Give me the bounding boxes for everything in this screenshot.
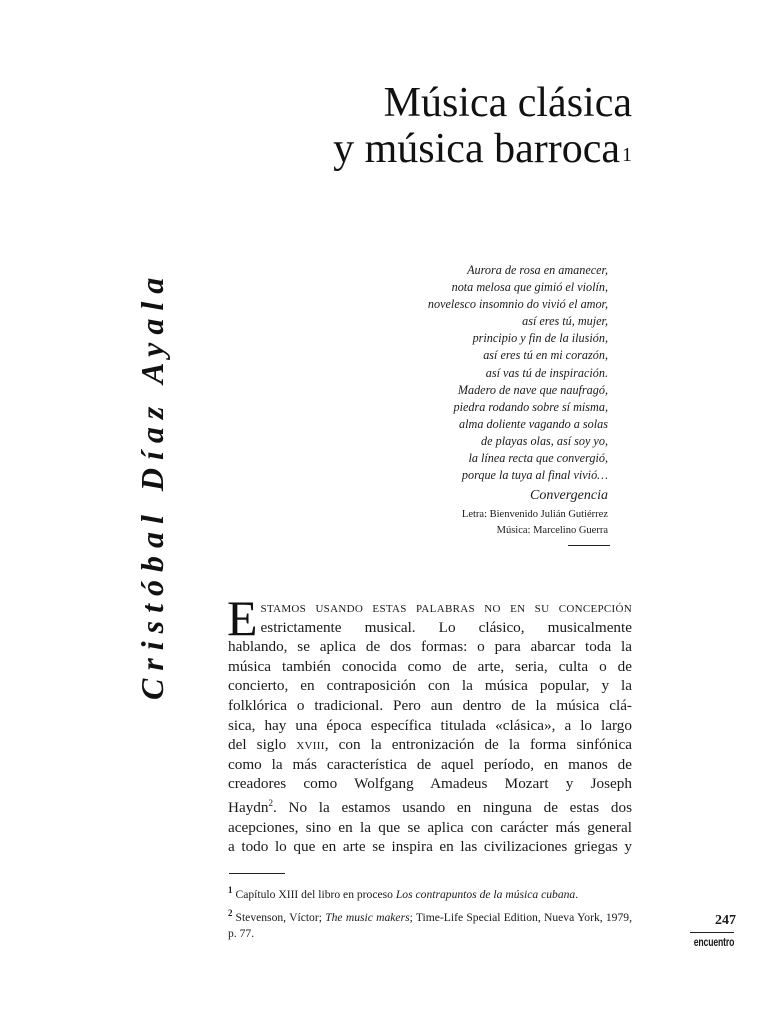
body-line xyxy=(228,735,632,755)
footnote-text: Stevenson, Víctor; xyxy=(235,911,326,925)
epigraph-line: porque la tuya al final vivió… xyxy=(461,468,608,483)
journal-logo: encuentro xyxy=(693,935,734,949)
title-line-1: Música clásica xyxy=(383,80,632,126)
epigraph-credit-music: Música: Marcelino Guerra xyxy=(496,525,608,536)
footnote-book-title: Los contrapuntos de la música cubana xyxy=(395,887,576,901)
century-smallcaps: xviii xyxy=(296,736,325,754)
body-text-segment: , con la entronización de la forma sinfónica xyxy=(324,736,632,754)
body-line: sica, hay una época específica titulada «clásica», a lo largo xyxy=(228,716,632,734)
body-line: estrictamente musical. Lo clásico, musicalmente xyxy=(260,618,632,636)
body-line: acepciones, sino en la que se aplica con carácter más general xyxy=(228,818,632,836)
footnote-ref-2[interactable]: 2 xyxy=(268,797,273,808)
epigraph-divider xyxy=(568,545,610,546)
epigraph-line: nota melosa que gimió el violín, xyxy=(451,280,608,295)
epigraph-line: alma doliente vagando a solas xyxy=(459,416,608,431)
epigraph-line: Aurora de rosa en amanecer, xyxy=(467,263,608,277)
body-line: folklórica o tradicional. Pero aun dentro de la música clá- xyxy=(228,696,632,714)
body-line: como la más característica de aquel período, en manos de xyxy=(228,755,632,773)
epigraph-line: Madero de nave que naufragó, xyxy=(457,382,608,397)
title-footnote-mark[interactable]: 1 xyxy=(622,144,632,166)
footnote-2 xyxy=(228,906,632,941)
footnote-number: 2 xyxy=(228,908,233,919)
epigraph-song-title: Convergencia xyxy=(529,488,608,503)
page-number-rule xyxy=(690,932,734,933)
epigraph-line: así vas tú de inspiración. xyxy=(485,365,608,380)
footnote-text: Capítulo XIII del libro en proceso xyxy=(235,887,396,901)
drop-cap: E xyxy=(227,590,258,646)
footnote-divider xyxy=(229,873,285,874)
footnotes xyxy=(228,883,632,946)
body-line xyxy=(228,794,632,818)
author-name: Cristóbal Díaz Ayala xyxy=(134,269,170,700)
title-line-2: y música barroca xyxy=(333,126,620,172)
epigraph-line: de playas olas, así soy yo, xyxy=(481,433,608,448)
epigraph-line: así eres tú, mujer, xyxy=(522,314,608,329)
epigraph-line: novelesco insomnio do vivió el amor, xyxy=(427,297,608,312)
page-number: 247 xyxy=(715,913,736,928)
body-text-segment: Haydn xyxy=(228,799,269,816)
footnote-1 xyxy=(228,883,632,902)
body-line: creadores como Wolfgang Amadeus Mozart y Joseph xyxy=(228,775,632,793)
epigraph-line: principio y fin de la ilusión, xyxy=(472,331,608,346)
body-line: música también conocida como de arte, seria, culta o de xyxy=(228,657,632,675)
body-text-segment: del siglo xyxy=(228,736,297,754)
epigraph-credit-lyrics: Letra: Bienvenido Julián Gutiérrez xyxy=(461,509,608,520)
article-title xyxy=(333,80,632,172)
footnote-text: . xyxy=(575,887,579,901)
footnote-number: 1 xyxy=(228,885,233,895)
epigraph xyxy=(288,262,608,484)
epigraph-line: piedra rodando sobre sí misma, xyxy=(453,399,608,414)
body-text-segment: . No la estamos usando en ninguna de estas dos xyxy=(273,799,632,816)
body-line: a todo lo que en arte se inspira en las civilizaciones griegas y xyxy=(228,838,632,856)
body-line: hablando, se aplica de dos formas: o para abarcar toda la xyxy=(228,638,632,656)
body-paragraph xyxy=(227,590,632,857)
footnote-book-title: The music makers xyxy=(325,911,410,925)
epigraph-line: así eres tú en mi corazón, xyxy=(483,348,608,363)
epigraph-line: la línea recta que convergió, xyxy=(468,451,608,466)
footnote-text: ; Time-Life Special Edition, Nueva York, 1979, p. 77. xyxy=(228,911,632,940)
body-line: concierto, en contraposición con la música popular, y la xyxy=(228,677,632,695)
body-line: stamos usando estas palabras no en su concepción xyxy=(260,599,632,616)
